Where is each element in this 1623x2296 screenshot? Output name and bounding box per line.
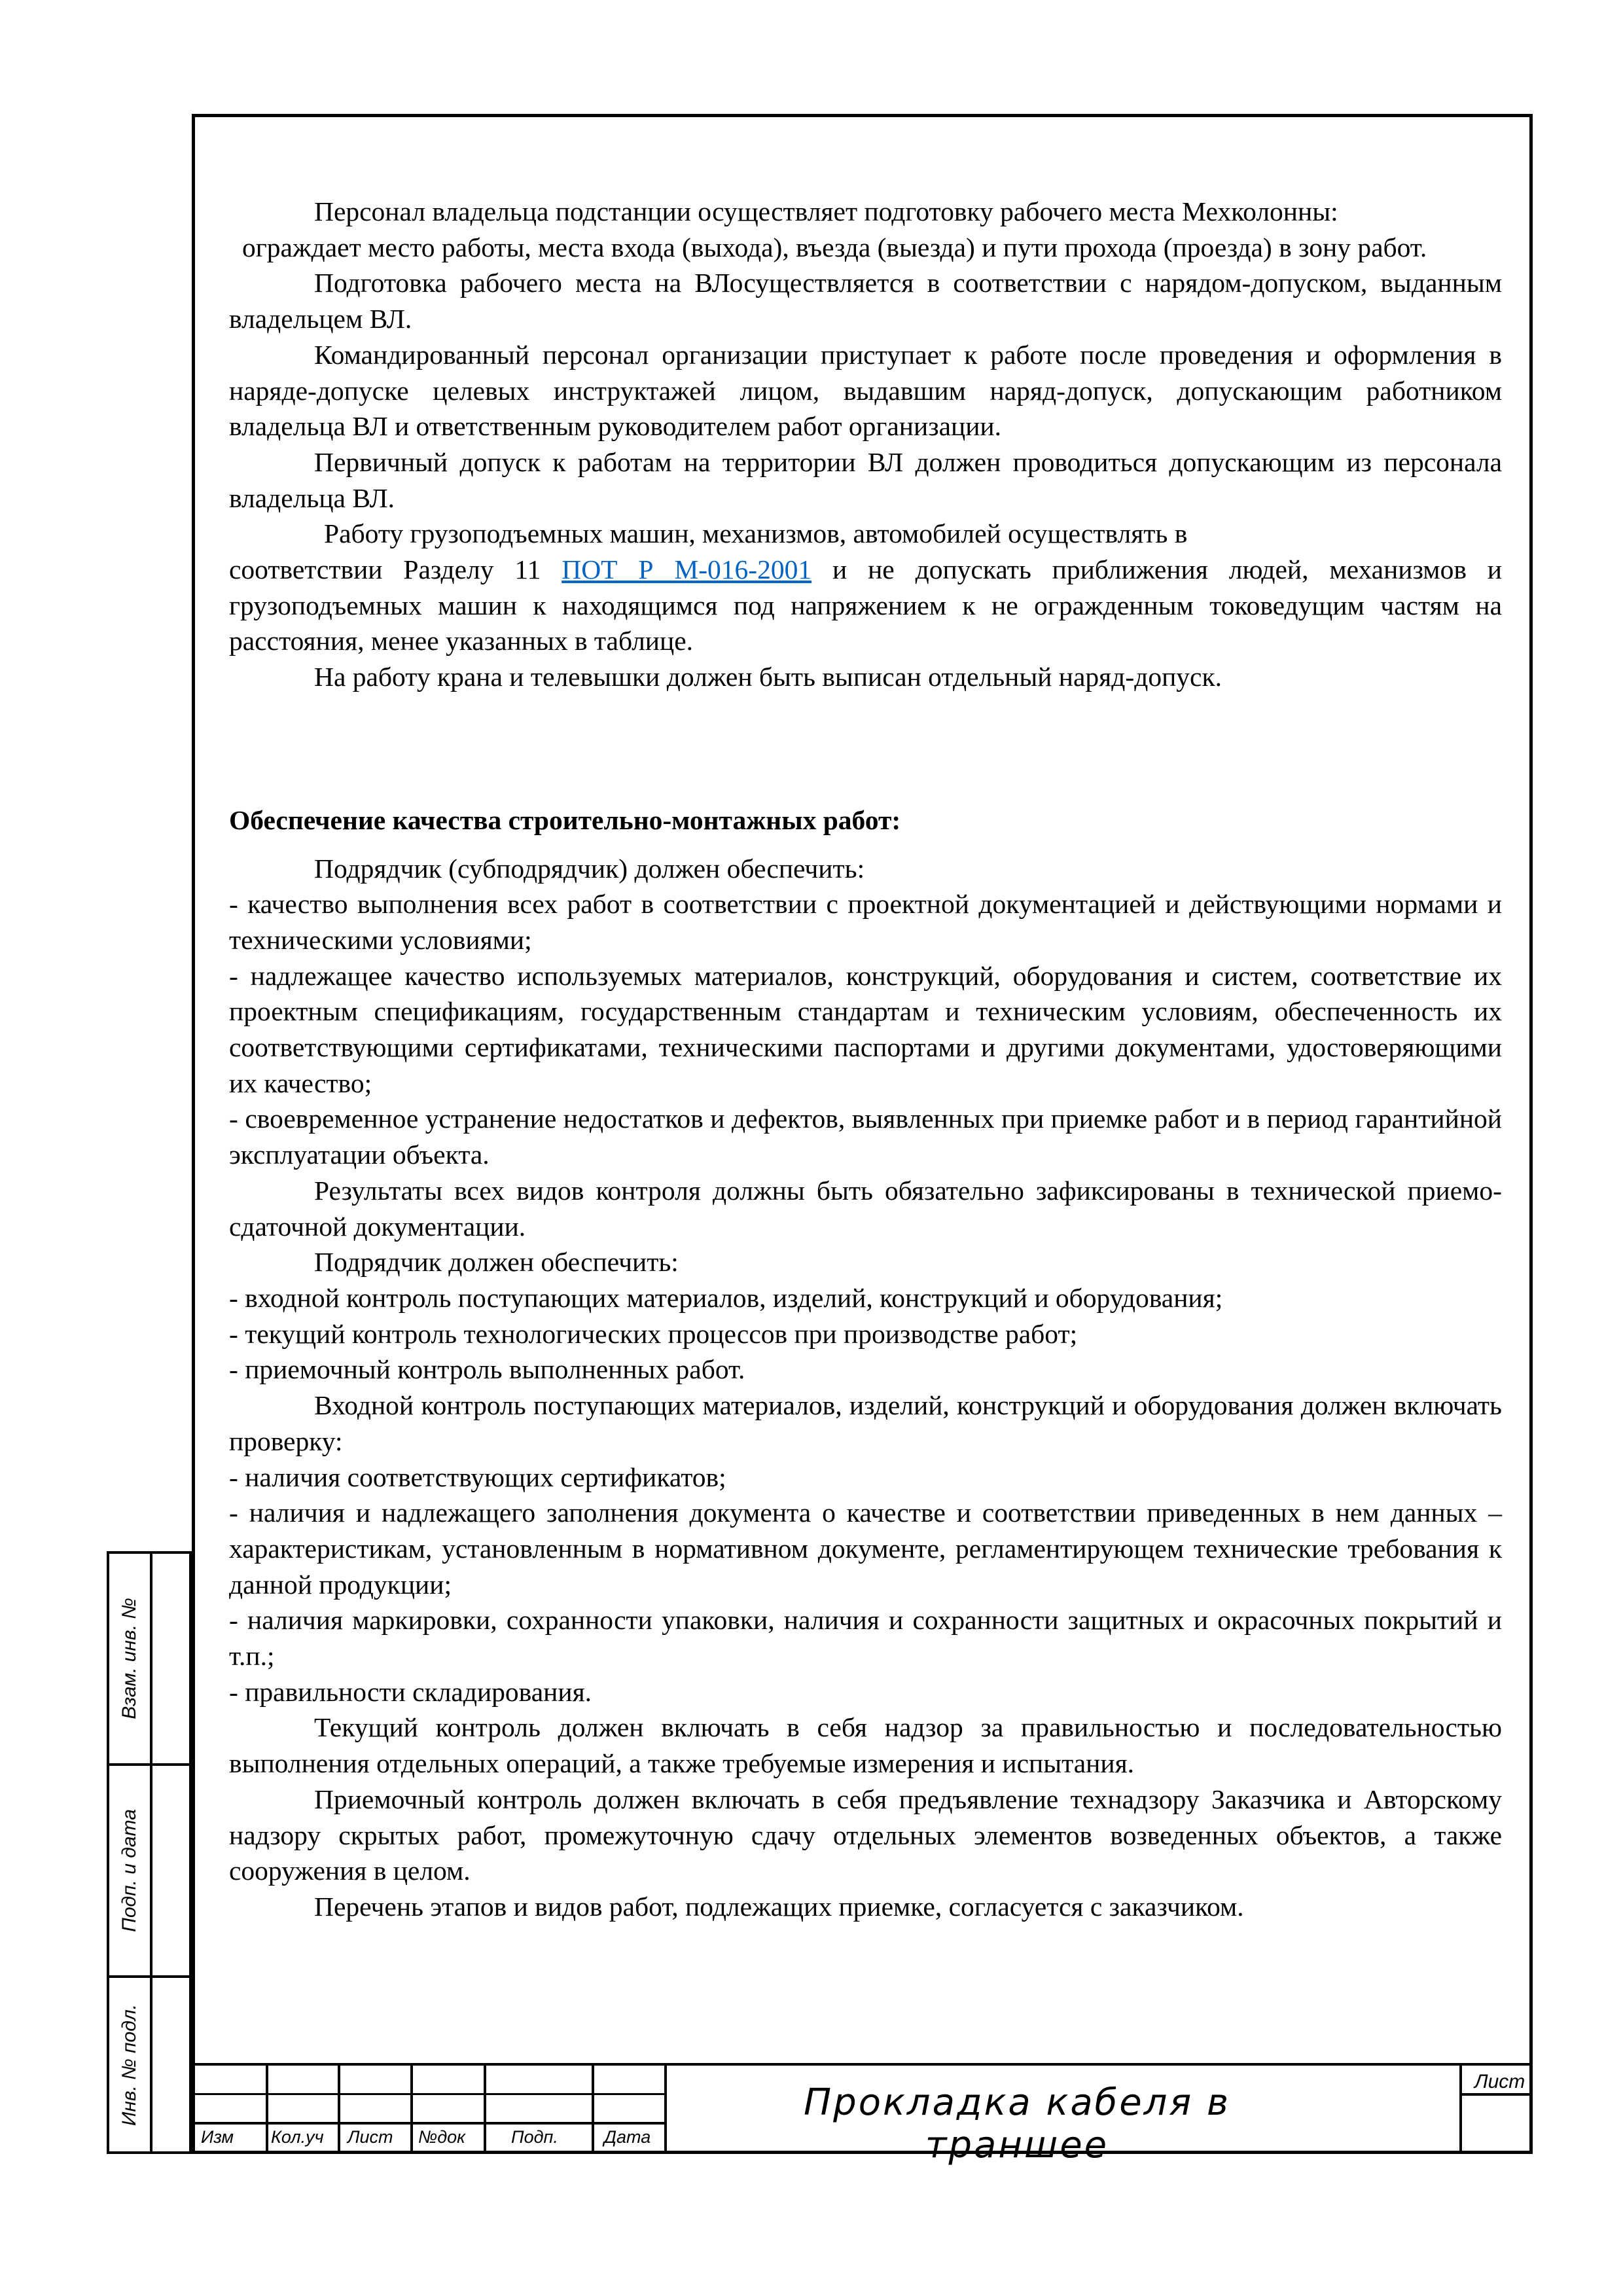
list-item: - правильности складирования. [229, 1676, 592, 1707]
side-stamp-inventory [107, 1975, 192, 2154]
section-heading: Обеспечение качества строительно-монтажных работ: [229, 804, 901, 835]
paragraph: Командированный персонал организации приступает к работе после проведения и оформления в наряде-допуске целевых инструктажей лицом, выдавшим наряд-допуск, допускающим работником владельца ВЛ и ответственным руководителем работ организации. [229, 339, 1502, 442]
paragraph: Входной контроль поступающих материалов, изделий, конструкций и оборудования должен включать проверку: [229, 1390, 1502, 1456]
stamp-label-podp: Подп. [511, 2127, 558, 2147]
paragraph: Текущий контроль должен включать в себя надзор за правильностью и последовательностью выполнения отдельных операций, а также требуемые измерения и испытания. [229, 1712, 1502, 1779]
paragraph-text: соответствии Разделу 11 [229, 554, 562, 585]
side-stamp-replacement [107, 1551, 192, 1766]
stamp-line [338, 2063, 340, 2154]
paragraph: Персонал владельца подстанции осуществляет подготовку рабочего места Мехколонны: [314, 196, 1338, 226]
list-item: - наличия соответствующих сертификатов; [229, 1462, 726, 1492]
paragraph: Первичный допуск к работам на территории ВЛ должен проводиться допускающим из персонала владельца ВЛ. [229, 446, 1502, 513]
list-item: - приемочный контроль выполненных работ. [229, 1354, 745, 1385]
list-item: - текущий контроль технологических процессов при производстве работ; [229, 1318, 1078, 1349]
side-stamp-label: Подп. и дата [118, 1809, 140, 1932]
list-item: - надлежащее качество используемых материалов, конструкций, оборудования и систем, соответствие их проектным спецификациям, государственным стандартам и техническим условиям, обеспеченность их соответствующими сертификатами, техническими паспортами и другими документами, удостоверяющими их качество; [229, 960, 1502, 1098]
stamp-line [484, 2063, 486, 2154]
side-stamp-label: Взам. инв. № [118, 1598, 140, 1719]
title-block [192, 2063, 1533, 2166]
list-item: - наличия маркировки, сохранности упаковки, наличия и сохранности защитных и окрасочных покрытий и т.п.; [229, 1605, 1502, 1672]
stamp-line [410, 2063, 413, 2154]
regulation-link[interactable]: ПОТ Р М-016-2001 [562, 554, 812, 585]
paragraph: Работу грузоподъемных машин, механизмов, автомобилей осуществлять в [324, 518, 1188, 549]
stamp-line [266, 2063, 268, 2154]
side-stamp-signature [107, 1763, 192, 1978]
paragraph [229, 552, 1502, 659]
paragraph: ограждает место работы, места входа (выхода), въезда (выезда) и пути прохода (проезда) в зону работ. [242, 232, 1427, 262]
stamp-line [592, 2063, 594, 2154]
paragraph: На работу крана и телевышки должен быть выписан отдельный наряд-допуск. [314, 662, 1222, 692]
stamp-label-list: Лист [348, 2127, 393, 2147]
spacer [229, 695, 1502, 802]
spacer [229, 838, 1502, 851]
paragraph: Перечень этапов и видов работ, подлежащих приемке, согласуется с заказчиком. [314, 1891, 1244, 1922]
stamp-line [1459, 2093, 1533, 2096]
stamp-label-izm: Изм [201, 2127, 234, 2147]
side-stamp-label: Инв. № подл. [118, 2003, 140, 2126]
side-stamp-label-cell [109, 1766, 152, 1975]
list-item: - входной контроль поступающих материалов, изделий, конструкций и оборудования; [229, 1282, 1223, 1313]
sheet-label: Лист [1474, 2071, 1525, 2092]
stamp-line [1459, 2063, 1462, 2154]
document-body [229, 194, 1502, 1925]
paragraph: Подрядчик должен обеспечить: [314, 1247, 679, 1278]
document-title: Прокладка кабеля в траншее [804, 2081, 1230, 2166]
stamp-label-data: Дата [604, 2127, 651, 2147]
paragraph: Приемочный контроль должен включать в себя предъявление технадзору Заказчика и Авторскому надзору скрытых работ, промежуточную сдачу отдельных элементов возведенных объектов, а также сооружения в целом. [229, 1784, 1502, 1886]
paragraph: Результаты всех видов контроля должны быть обязательно зафиксированы в технической приемо-сдаточной документации. [229, 1175, 1502, 1242]
stamp-line [192, 2063, 1533, 2066]
list-item: - своевременное устранение недостатков и дефектов, выявленных при приемке работ и в период гарантийной эксплуатации объекта. [229, 1103, 1502, 1170]
paragraph: Подрядчик (субподрядчик) должен обеспечить: [314, 853, 865, 884]
stamp-line [664, 2063, 667, 2154]
stamp-label-kol: Кол.уч [271, 2127, 324, 2147]
side-stamp-label-cell [109, 1978, 152, 2151]
side-stamp-label-cell [109, 1554, 152, 1763]
paragraph: Подготовка рабочего места на ВЛосуществляется в соответствии с нарядом-допуском, выданным владельцем ВЛ. [229, 268, 1502, 334]
stamp-label-ndok: №док [418, 2127, 465, 2147]
list-item: - качество выполнения всех работ в соответствии с проектной документацией и действующими нормами и техническими условиями; [229, 889, 1502, 955]
paragraph-text: и не допускать приближения людей, механизмов и грузоподъемных машин к находящимся под напряжением к не огражденным токоведущим частям на расстояния, менее указанных в таблице. [229, 554, 1502, 656]
list-item: - наличия и надлежащего заполнения документа о качестве и соответствии приведенных в нем данных – характеристикам, установленным в нормативном документе, регламентирующем технические требования к данной продукции; [229, 1498, 1502, 1600]
